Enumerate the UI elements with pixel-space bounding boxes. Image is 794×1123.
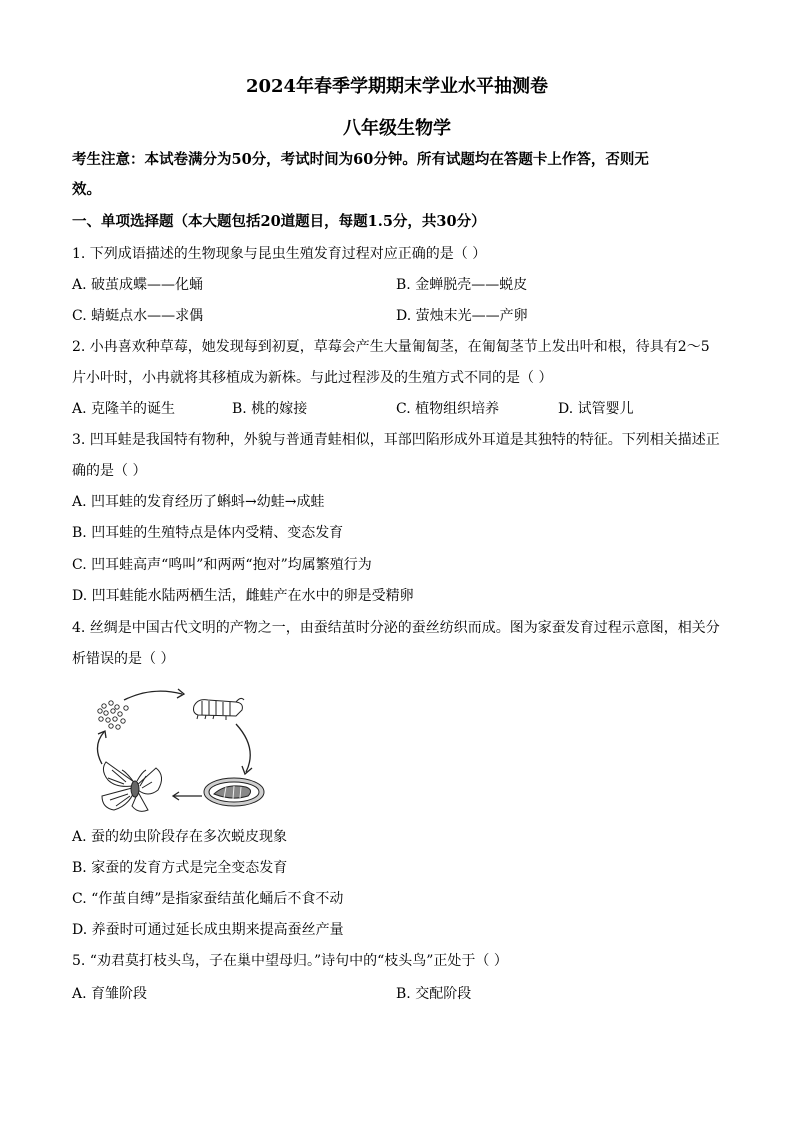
arrow-moth-to-egg: [97, 732, 104, 764]
question-5-option-b: B. 交配阶段: [396, 986, 472, 1002]
question-5-options: [72, 984, 732, 1004]
question-2-option-d: D. 试管婴儿: [558, 401, 634, 417]
page-title: 2024年春季学期期末学业水平抽测卷: [245, 76, 549, 97]
question-4-option-a: A. 蚕的幼虫阶段存在多次蜕皮现象: [72, 829, 288, 845]
question-4-option-d: D. 养蚕时可通过延长成虫期来提高蚕丝产量: [72, 922, 344, 938]
question-5-option-a: A. 育雏阶段: [72, 986, 148, 1002]
pupa-icon: [204, 778, 264, 806]
question-5-stem: 5. “劝君莫打枝头鸟，子在巢中望母归。”诗句中的“枝头鸟”正处于（ ）: [72, 953, 508, 969]
question-1-options-row-2: [72, 306, 732, 326]
question-2-stem-line-1: 2. 小冉喜欢种草莓，她发现每到初夏，草莓会产生大量匍匐茎，在匍匐茎节上发出叶和根，待具有2～5: [72, 339, 710, 355]
section-heading: 一、单项选择题（本大题包括20道题目，每题1.5分，共30分）: [72, 213, 486, 230]
question-4-option-b: B. 家蚕的发育方式是完全变态发育: [72, 860, 288, 876]
question-4-stem-line-1: 4. 丝绸是中国古代文明的产物之一，由蚕结茧时分泌的蚕丝纺织而成。图为家蚕发育过程示意图，相关分: [72, 620, 720, 636]
question-2-stem-line-2: 片小叶时，小冉就将其移植成为新株。与此过程涉及的生殖方式不同的是（ ）: [72, 370, 553, 386]
adult-moth-icon: [102, 762, 162, 811]
question-2-option-a: A. 克隆羊的诞生: [72, 401, 176, 417]
question-2-option-b: B. 桃的嫁接: [232, 401, 308, 417]
arrow-larva-to-pupa: [236, 724, 250, 772]
notice-line-2: 效。: [72, 181, 101, 198]
question-3-stem-line-1: 3. 凹耳蛙是我国特有物种，外貌与普通青蛙相似，耳部凹陷形成外耳道是其独特的特征。下列相关描述正: [72, 432, 720, 448]
question-2-option-c: C. 植物组织培养: [396, 401, 500, 417]
question-3-option-d: D. 凹耳蛙能水陆两栖生活，雌蛙产在水中的卵是受精卵: [72, 588, 414, 604]
question-4-stem-line-2: 析错误的是（ ）: [72, 651, 175, 667]
page-subtitle: 八年级生物学: [343, 118, 451, 139]
question-3-option-a: A. 凹耳蛙的发育经历了蝌蚪→幼蛙→成蛙: [72, 494, 325, 510]
question-1-option-b: B. 金蝉脱壳——蜕皮: [396, 277, 528, 293]
question-1-options-row-1: [72, 275, 732, 295]
arrow-egg-to-larva: [124, 691, 182, 700]
question-1-option-a: A. 破茧成蝶——化蛹: [72, 277, 204, 293]
egg-icon: [98, 701, 128, 729]
question-1-stem: 1. 下列成语描述的生物现象与昆虫生殖发育过程对应正确的是（ ）: [72, 246, 487, 262]
question-2-options: [72, 399, 732, 419]
question-4-option-c: C. “作茧自缚”是指家蚕结茧化蛹后不食不动: [72, 891, 344, 907]
question-3-stem-line-2: 确的是（ ）: [72, 463, 147, 479]
silkworm-lifecycle-figure: [86, 686, 276, 816]
notice-line-1: 考生注意：本试卷满分为50分，考试时间为60分钟。所有试题均在答题卡上作答，否则无: [72, 151, 649, 168]
question-1-option-c: C. 蜻蜓点水——求偶: [72, 308, 204, 324]
larva-icon: [194, 698, 245, 720]
question-1-option-d: D. 萤烛末光——产卵: [396, 308, 528, 324]
question-3-option-c: C. 凹耳蛙高声“鸣叫”和两两“抱对”均属繁殖行为: [72, 557, 372, 573]
question-3-option-b: B. 凹耳蛙的生殖特点是体内受精、变态发育: [72, 525, 344, 541]
